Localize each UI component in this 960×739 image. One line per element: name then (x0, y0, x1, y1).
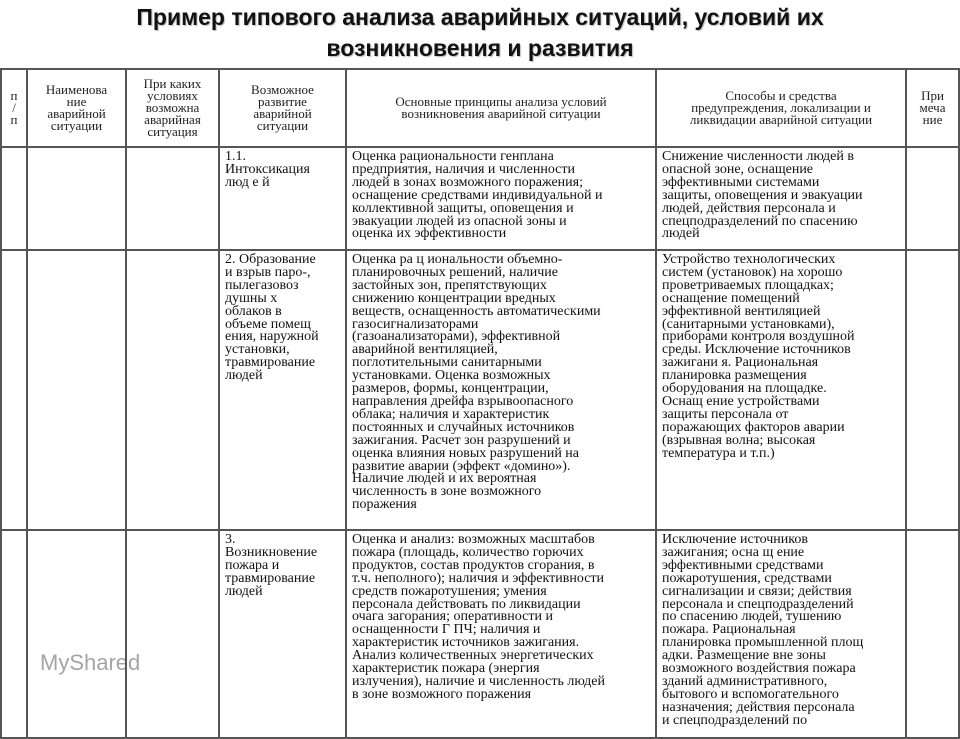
header-development: Возможное развитие аварийной ситуации (219, 69, 346, 147)
cell-principles: Оценка рациональности генплана предприятия, наличия и численности людей в зонах возможного поражения; оснащение средствами индивидуальной и коллективной защиты, оповещения и эвакуации людей из опасной зоны и оценка их эффективности (346, 147, 656, 250)
header-principles: Основные принципы анализа условий возникновения аварийной ситуации (346, 69, 656, 147)
table-row (1, 250, 959, 530)
cell-methods: Исключение источников зажигания; осна щ ение эффективными средствами пожаротушения, средствами сигнализации и связи; действия персонала и спецподразделений по спасению людей, тушению пожара. Рациональная планировка промышленной площ адки. Размещение вне зоны возможного воздействия пожара зданий административного, бытового и вспомогательного назначения; действия персонала и спецподразделений по (656, 530, 906, 738)
cell-conditions (126, 530, 219, 738)
table-row (1, 147, 959, 250)
header-methods: Способы и средства предупреждения, локализации и ликвидации аварийной ситуации (656, 69, 906, 147)
cell-number (1, 250, 27, 530)
cell-conditions (126, 147, 219, 250)
header-conditions: При каких условиях возможна аварийная ситуация (126, 69, 219, 147)
cell-development: 3. Возникновение пожара и травмирование людей (219, 530, 346, 738)
header-name: Наименова ние аварийной ситуации (27, 69, 126, 147)
cell-number (1, 147, 27, 250)
cell-principles: Оценка ра ц иональности объемно- планировочных решений, наличие застойных зон, препятствующих снижению концентрации вредных веществ, оснащенность автоматическими газосигнализаторами (газоанализаторами), эффективной аварийной вентиляцией, поглотительными санитарными установками. Оценка возможных размеров, формы, концентрации, направления дрейфа взрывоопасного облака; наличия и характеристик постоянных и случайных источников зажигания. Расчет зон разрушений и оценка влияния новых разрушений на развитие аварии (эффект «домино»). Наличие людей и их вероятная численность в зоне возможного поражения (346, 250, 656, 530)
cell-principles: Оценка и анализ: возможных масштабов пожара (площадь, количество горючих продуктов, состав продуктов сгорания, в т.ч. неполного); наличия и эффективности средств пожаротушения; умения персонала действовать по ликвидации очага загорания; оперативности и оснащенности Г ПЧ; наличия и характеристик источников зажигания. Анализ количественных энергетических характеристик пожара (энергия излучения), наличие и численность людей в зоне возможного поражения (346, 530, 656, 738)
table-row (1, 530, 959, 738)
watermark-logo: MyShared (40, 650, 141, 675)
header-note: При меча ние (906, 69, 959, 147)
cell-name (27, 530, 126, 738)
cell-note (906, 147, 959, 250)
cell-methods: Устройство технологических систем (установок) на хорошо проветриваемых площадках; оснащение помещений эффективной вентиляцией (санитарными установками), приборами контроля воздушной среды. Исключение источников зажигани я. Рациональная планировка размещения оборудования на площадке. Оснащ ение устройствами защиты персонала от поражающих факторов аварии (взрывная волна; высокая температура и т.п.) (656, 250, 906, 530)
cell-number (1, 530, 27, 738)
slide-title: Пример типового анализа аварийных ситуаций, условий их возникновения и развития (136, 4, 824, 61)
cell-development: 1.1. Интоксикация люд е й (219, 147, 346, 250)
table-header-row (1, 69, 959, 147)
cell-development: 2. Образование и взрыв паро-, пылегазовоз душны х облаков в объеме помещ ения, наружной установки, травмирование людей (219, 250, 346, 530)
cell-conditions (126, 250, 219, 530)
cell-note (906, 250, 959, 530)
cell-note (906, 530, 959, 738)
cell-name (27, 250, 126, 530)
emergency-analysis-table (0, 68, 960, 739)
cell-methods: Снижение численности людей в опасной зоне, оснащение эффективными системами защиты, оповещения и эвакуации людей, действия персонала и спецподразделений по спасению людей (656, 147, 906, 250)
cell-name (27, 147, 126, 250)
header-number: п / п (1, 69, 27, 147)
